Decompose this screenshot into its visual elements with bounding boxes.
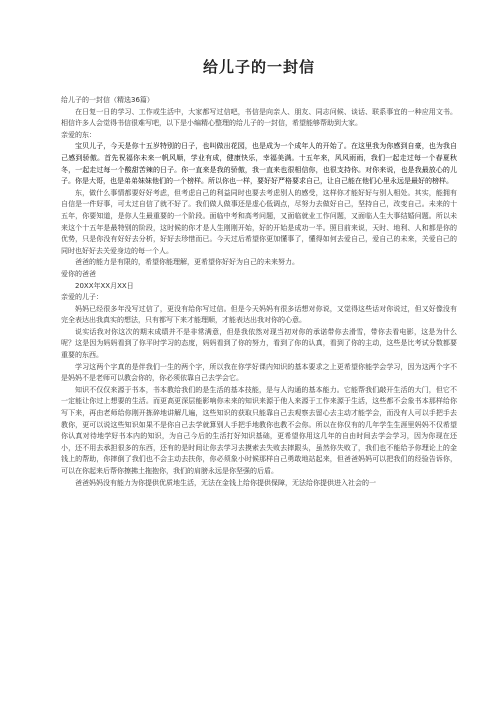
paragraph-salutation-1: 亲爱的东： [61,130,96,139]
paragraph-signature-1: 爱你的爸爸 [61,269,96,278]
paragraph-subtitle: 给儿子的一封信（精选36篇） [61,96,154,104]
paragraph-letter2-body-3: 学习这两个字真的是伴我们一生的两个字，所以我在你学好课内知识的基本要求之上更希望你能学会学习，因为这两个字不是妈妈不是老师可以教会你的，你必须依靠自己去学会它。 [61,362,457,383]
paragraph-letter1-body-1: 宝贝儿子，今天是你十五岁特别的日子，也叫做出花园，也是成为一个成年人的开始了。在这里我为你感到自豪，也为我自己感到骄傲。首先祝福你未来一帆风顺，学业有成，健康快乐，幸福美满。十五年来，风风雨雨，我们一起走过每一个春夏秋冬，一起走过每一个酸甜苦辣的日子。你一直来是我的骄傲，我一直来也很相信你，也很支持你。对你来说，也是我最放心的儿子。你是大哥，也是弟弟妹妹他们的一个榜样。所以你也一样，要好好严格要求自己，让自己能在他们心里永远是最好的榜样。 [61,142,457,186]
paragraph-salutation-2: 亲爱的儿子： [61,293,103,302]
paragraph-date-1: 20XX年XX月XX日 [75,281,134,290]
document-title: 给儿子的一封信 [202,58,315,76]
paragraph-letter2-body-5: 爸爸妈妈没有能力为你提供优质地生活，无法在金钱上给你提供保障，无法给你提供进入社会的一 [75,478,376,487]
paragraph-letter2-body-1: 妈妈已经很多年没写过信了，更没有给你写过信。但是今天妈妈有很多话想对你说，又觉得这些话对你说过，但又好像没有完全表达出我真实的想法，只有都写下来才能理顺，才能表达出我对你的心意。 [61,304,457,325]
paragraph-intro: 在日复一日的学习、工作或生活中，大家都写过信吧，书信是向亲人、朋友、同志问候、谈话、联系事宜的一种应用文书。相信许多人会觉得书信很难写吧，以下是小编精心整理的给儿子的一封信，希望能够帮助到大家。 [61,107,457,128]
paragraph-letter1-body-2: 东，做什么事情都要好好考虑，但考虑自己的利益同时也要去考虑别人的感受，这样你才能好好与别人相处。其实，能拥有自信是一件好事，可太过自信了就不好了。我们做人做事还是虚心低调点，尽努力去做好自己，坚持自己，改变自己。未来的十五年，你要知道，是你人生最重要的一个阶段。面临中考和高考问题，又面临就业工作问题，又面临人生大事结婚问题。所以未来这个十五年是最特别的阶段，这时候的你才是人生刚刚开始，好的开始是成功一半。照目前来说，天时、地利、人和都是你的优势，只是你没有好好去分析，好好去珍惜而已。今天过后希望你更加懂事了，懂得如何去爱自己，爱自己的未来，关爱自己的同时也好好去关爱身边的每一个人。 [61,188,457,255]
document-body [61,95,457,489]
paragraph-letter2-body-4: 知识不仅仅来源于书本，书本教给我们的是生活的基本技能，是与人沟通的基本能力。它能帮我们敲开生活的大门，但它不一定能让你过上想要的生活。而更高更深层能影响你未来的知识来源于他人来源于工作来源于生活，这些都不会象书本那样给你写下来，再由老师给你刚开拣碎地讲解几遍，这些知识的获取只能靠自己去观察去留心去主动才能学会，而没有人可以手把手去教你，更可以说这些知识如果不是你自己去学就算别人手把手地教你也教不会你。所以在你仅有的几年学生生涯里妈妈不仅希望你认真对待地学好书本内的知识，为自己今后的生活打好知识基础，更希望你用这几年的自由时间去学会学习，因为你现在还小，还不用去承担很多的东西，还有的是时间让你去学习去摸索去失败去摔跟头，虽然你失败了，我们也不能给予你理论上的金钱上的帮助，你摔倒了我们也不会主动去扶你，你必须象小时候那样自己勇敢地站起来，但爸爸妈妈可以把我们的经验告诉你，可以在你起来后帮你擦拂土拖抱你，我们的肩膀永远是你坚强的后盾。 [61,385,457,475]
paragraph-letter1-body-3: 爸爸的能力是有限的，希望你能理解，更希望你好好为自己的未来努力。 [75,258,299,267]
paragraph-letter2-body-2: 说实话我对你这次的期末成绩并不是非常满意，但是我依然对现当初对你的承诺带你去滑雪，带你去看电影，这是为什么呢？这是因为妈妈看到了你平时学习的态度，妈妈看到了你的努力，看到了你的认真，看到了你的主动，这些是比考试分数都要重要的东西。 [61,327,457,360]
